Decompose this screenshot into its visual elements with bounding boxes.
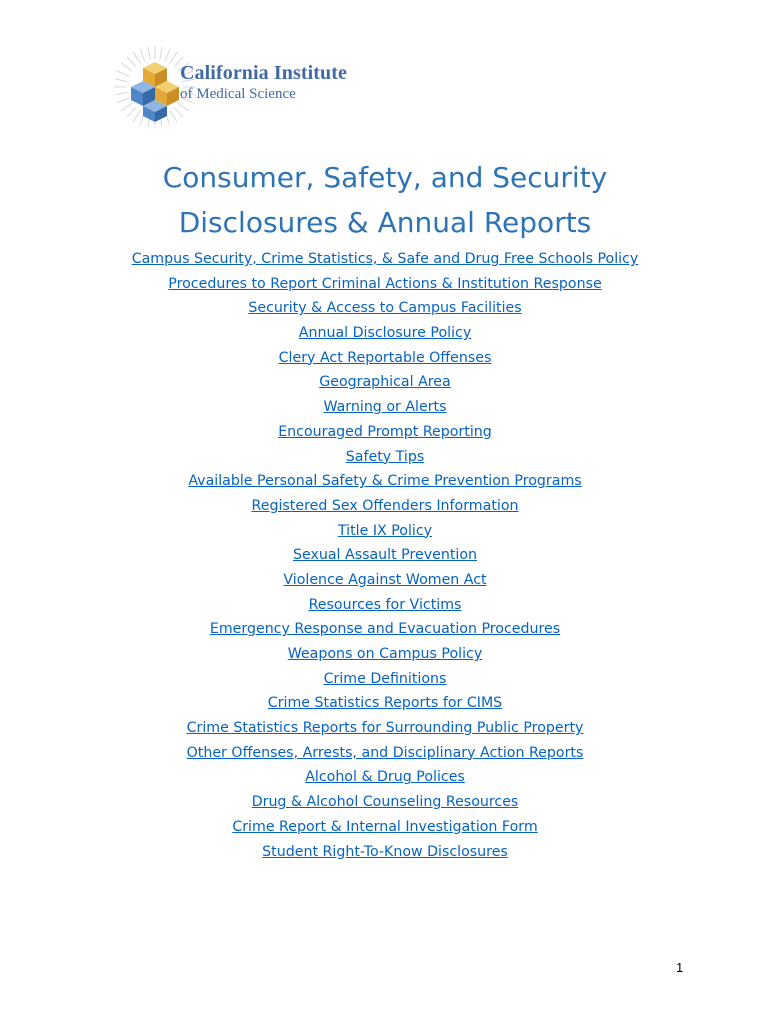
logo-institute-name: California Institute xyxy=(180,62,347,84)
list-item xyxy=(0,543,770,568)
link-sex-offenders-info[interactable]: Registered Sex Offenders Information xyxy=(251,497,519,514)
link-crime-stats-public-property[interactable]: Crime Statistics Reports for Surrounding Public Property xyxy=(186,720,584,737)
page-title-line-2: Disclosures & Annual Reports xyxy=(178,206,592,239)
link-crime-stats-cims[interactable]: Crime Statistics Reports for CIMS xyxy=(267,695,503,712)
list-item xyxy=(0,420,770,445)
link-prompt-reporting[interactable]: Encouraged Prompt Reporting xyxy=(278,423,492,440)
link-safety-tips[interactable]: Safety Tips xyxy=(345,448,425,465)
list-item xyxy=(0,790,770,815)
link-title-ix-policy[interactable]: Title IX Policy xyxy=(337,522,433,539)
list-item xyxy=(0,296,770,321)
link-warning-alerts[interactable]: Warning or Alerts xyxy=(323,399,447,416)
list-item xyxy=(0,667,770,692)
link-sexual-assault-prevention[interactable]: Sexual Assault Prevention xyxy=(292,547,478,564)
list-item xyxy=(0,642,770,667)
link-emergency-evacuation[interactable]: Emergency Response and Evacuation Procedures xyxy=(209,621,561,638)
list-item xyxy=(0,346,770,371)
list-item xyxy=(0,272,770,297)
list-item xyxy=(0,568,770,593)
list-item xyxy=(0,617,770,642)
link-clery-act-offenses[interactable]: Clery Act Reportable Offenses xyxy=(278,349,492,366)
link-geographical-area[interactable]: Geographical Area xyxy=(319,374,451,391)
list-item xyxy=(0,815,770,840)
link-report-criminal-actions[interactable]: Procedures to Report Criminal Actions & Institution Response xyxy=(168,275,602,292)
link-counseling-resources[interactable]: Drug & Alcohol Counseling Resources xyxy=(251,794,519,811)
link-other-offenses-reports[interactable]: Other Offenses, Arrests, and Disciplinary Action Reports xyxy=(186,744,584,761)
list-item xyxy=(0,395,770,420)
list-item xyxy=(0,593,770,618)
list-item xyxy=(0,691,770,716)
link-right-to-know[interactable]: Student Right-To-Know Disclosures xyxy=(262,843,508,860)
link-resources-for-victims[interactable]: Resources for Victims xyxy=(308,596,462,613)
list-item xyxy=(0,494,770,519)
institute-logo xyxy=(112,44,372,130)
list-item xyxy=(0,247,770,272)
list-item xyxy=(0,445,770,470)
link-crime-prevention-programs[interactable]: Available Personal Safety & Crime Prevention Programs xyxy=(188,473,582,490)
list-item xyxy=(0,716,770,741)
list-item xyxy=(0,370,770,395)
link-campus-security-policy[interactable]: Campus Security, Crime Statistics, & Safe and Drug Free Schools Policy xyxy=(131,251,639,267)
list-item xyxy=(0,321,770,346)
link-crime-report-form[interactable]: Crime Report & Internal Investigation Form xyxy=(232,818,538,835)
list-item xyxy=(0,840,770,865)
logo-institute-subtitle: of Medical Science xyxy=(180,86,296,102)
page-title-line-1: Consumer, Safety, and Security xyxy=(162,161,608,194)
list-item xyxy=(0,741,770,766)
list-item xyxy=(0,519,770,544)
list-item xyxy=(0,765,770,790)
link-violence-against-women-act[interactable]: Violence Against Women Act xyxy=(283,571,487,588)
link-crime-definitions[interactable]: Crime Definitions xyxy=(323,670,447,687)
link-campus-facilities-access[interactable]: Security & Access to Campus Facilities xyxy=(248,300,522,317)
disclosure-links-list xyxy=(0,247,770,864)
link-weapons-policy[interactable]: Weapons on Campus Policy xyxy=(287,646,483,662)
page-number: 1 xyxy=(676,960,684,975)
link-annual-disclosure-policy[interactable]: Annual Disclosure Policy xyxy=(298,325,472,342)
list-item xyxy=(0,469,770,494)
link-alcohol-drug-polices[interactable]: Alcohol & Drug Polices xyxy=(305,769,465,786)
